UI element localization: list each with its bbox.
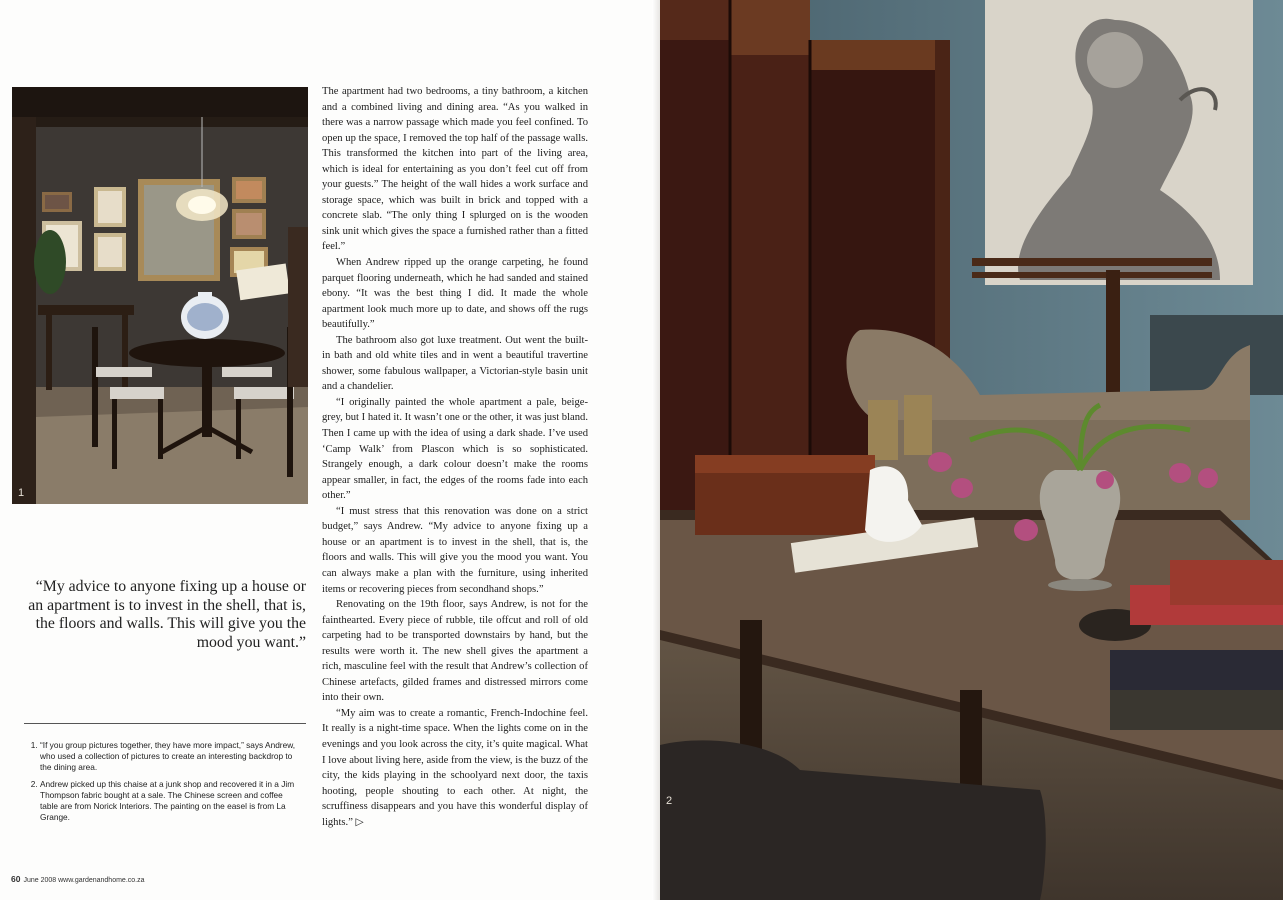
photo-number-1: 1 — [18, 487, 25, 499]
caption-item: 2. Andrew picked up this chaise at a junk shop and recovered it in a Jim Thompson fabric bought at a sale. The Chinese screen and coffee table are from Norick Interiors. The painting on the easel is from La Grange. — [40, 779, 302, 824]
body-paragraph: “I originally painted the whole apartment a pale, beige-grey, but I hated it. It wasn’t one or the other, it was just bland. Then I came up with the idea of using a dark shade. I’ve used ‘Camp Walk’ from Plascon which is so sophisticated. Strangely enough, a dark colour doesn’t make the rooms appear smaller, in fact, the edges of the rooms fade into each other.” — [322, 396, 588, 502]
living-room-illustration — [660, 0, 1283, 900]
caption-divider — [24, 723, 306, 724]
pull-quote: “My advice to anyone fixing up a house or an apartment is to invest in the shell, that is, the floors and walls. This will give you the mood you want.” — [28, 578, 306, 651]
body-paragraph: “I must stress that this renovation was done on a strict budget,” says Andrew. “My advice to anyone fixing up a house or an apartment is to invest in the shell, that is, the floors and walls. This will give you the mood you want. You can always make a plan with the furniture, using inherited items or recovering pieces from secondhand shops.” — [322, 505, 588, 595]
photo-number-2: 2 — [666, 795, 673, 807]
body-paragraph: When Andrew ripped up the orange carpeting, he found parquet flooring underneath, which he had sanded and stained ebony. “It was the best thing I did. It made the whole apartment look much more up to date, and shows off the rugs beautifully.” — [322, 257, 588, 331]
photo-captions — [22, 740, 302, 828]
folio-text: June 2008 www.gardenandhome.co.za — [23, 877, 145, 884]
body-paragraph: The bathroom also got luxe treatment. Out went the built-in bath and old white tiles and in went a beautiful travertine shower, some fabulous wallpaper, a Victorian-style basin unit and a chandelier. — [322, 334, 588, 393]
page-folio — [11, 874, 145, 884]
body-paragraph: The apartment had two bedrooms, a tiny bathroom, a kitchen and a combined living and dining area. “As you walked in there was a narrow passage which made you feel confined. To open up the space, I removed the top half of the passage walls. This transformed the kitchen into part of the living area, which is ideal for entertaining as you don’t feel cut off from your guests.” The height of the wall hides a work surface and storage space, which was built in brick and topped with a concrete slab. “The only thing I splurged on is the wooden sink unit which gives the space a furnished rather than a fitted feel.” — [322, 86, 588, 253]
caption-item: 1. “If you group pictures together, they have more impact,” says Andrew, who used a collection of pictures to create an interesting backdrop to the dining area. — [40, 740, 302, 774]
dining-room-photo — [12, 87, 308, 504]
dining-room-illustration — [12, 87, 308, 504]
body-paragraph: “My aim was to create a romantic, French-Indochine feel. It really is a night-time space. When the lights come on in the evenings and you look across the city, it’s quite magical. What I love about living here, aside from the view, is the buzz of the city, the kids playing in the schoolyard next door, the taxis hooting, people shouting to each other. At night, the scruffiness disappears and you have this wonderful display of lights.” ▷ — [322, 707, 588, 828]
page-number: 60 — [11, 874, 21, 884]
living-room-photo — [660, 0, 1283, 900]
article-body — [322, 84, 588, 830]
body-paragraph: Renovating on the 19th floor, says Andrew, is not for the fainthearted. Every piece of rubble, tile offcut and roll of old carpeting had to be transported downstairs by hand, but the results were worth it. The new shell gives the apartment a rich, masculine feel with the result that Andrew’s collection of Chinese artefacts, gilded frames and distressed mirrors come into their own. — [322, 599, 588, 704]
